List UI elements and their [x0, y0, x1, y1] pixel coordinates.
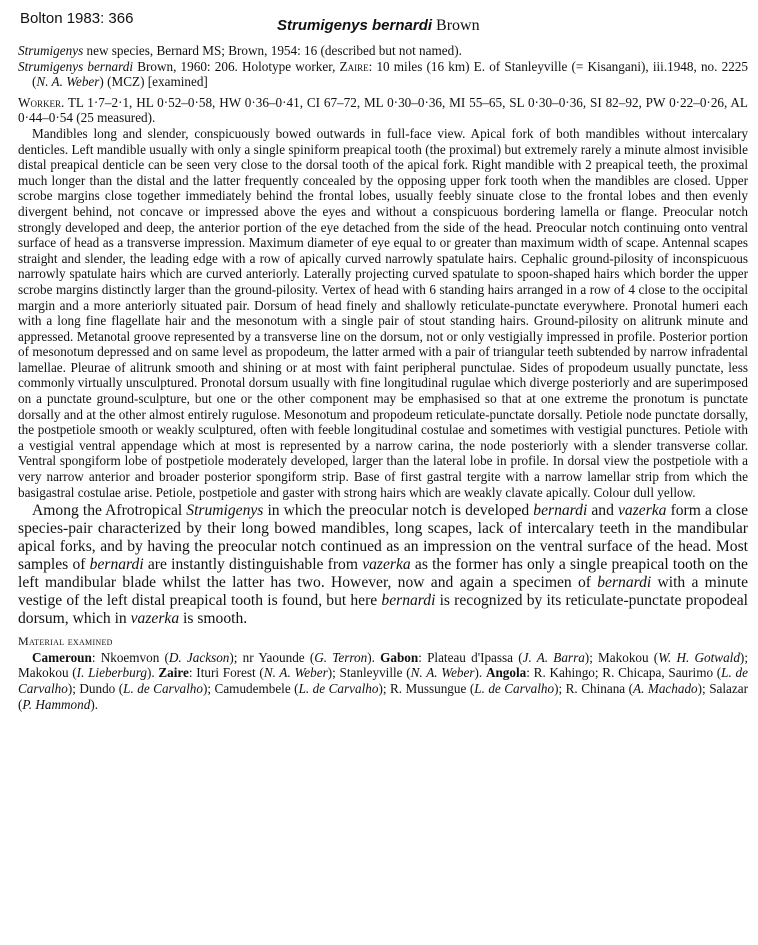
collector-name: L. de Carvalho: [474, 681, 555, 696]
collector-name: W. H. Gotwald: [658, 649, 740, 665]
discussion-text: Among the Afrotropical: [32, 502, 187, 520]
collector-name: L. de Carvalho: [298, 681, 379, 696]
country-name: Zaire: [158, 665, 189, 681]
locality-text: ); Camudembele (: [203, 681, 299, 696]
collector-name: L. de Carvalho: [18, 665, 748, 696]
locality-text: ); Dundo (: [67, 681, 124, 696]
collector-name: A. Machado: [633, 681, 698, 696]
synonymy-text: ) (MCZ) [examined]: [99, 74, 208, 90]
collector-name: G. Terron: [314, 649, 368, 665]
collector-name: L. de Carvalho: [123, 681, 203, 696]
locality-text: : Ituri Forest (: [188, 665, 264, 681]
collector-name: I. Lieberburg: [76, 665, 147, 681]
taxon-name: vazerka: [617, 502, 667, 520]
synonymy-text: : 10 miles (16 km) E. of Stanleyville (= Kisangani), iii.1948, no. 2225 (: [32, 58, 748, 90]
species-name: Strumigenys bernardi: [277, 17, 433, 34]
locality-text: ).: [474, 665, 486, 681]
discussion-text: as the former has only a single preapical tooth on the left mandibular blade whilst the latter has two. However, now and again a specimen of: [18, 556, 748, 592]
locality-text: ); nr Yaounde (: [229, 649, 315, 665]
worker-description: Mandibles long and slender, conspicuously bowed outwards in full-face view. Apical fork of both mandibles without intercalary denticles. Left mandible usually with only a single spiniform preapical tooth (the proximal) but extremely rarely a minute almost invisible distal preapical denticle can be seen very close to the dorsal tooth of the apical fork. Right mandible with 2 preapical teeth, the proximal much longer than the distal and the latter frequently concealed by the opposing upper fork tooth when the mandibles are closed. Upper scrobe margins close together immediately behind the frontal lobes, usually feebly sinuate close to the frontal lobes and then evenly divergent behind, not concave or impressed above the eyes and without a conspicuous bordering lamella or flange. Preocular notch strongly developed and deep, the anterior portion of the eye detached from the side of the head. Preocular notch continuing onto ventral surface of head as a transverse impression. Maximum diameter of eye equal to or greater than maximum width of scape. Antennal scapes straight and slender, the leading edge with a row of apically curved narrowly spatulate hairs. Cephalic ground-pilosity of inconspicuous narrowly spatulate hairs which are curved anteriorly. Laterally projecting curved spatulate to spoon-shaped hairs which border the upper scrobe margins distinctly larger than the ground-pilosity. Vertex of head with 6 standing hairs arranged in a row of 4 close to the occipital margin and a more anteriorly situated pair. Dorsum of head finely and shallowly reticulate-punctate everywhere. Pronotal humeri each with a long fine flagellate hair and the mesonotum with a single pair of stout standing hairs. Ground-pilosity on alitrunk minute and appressed. Metanotal groove represented by a transverse line on the dorsum, not or only vestigially impressed in profile. Posterior portion of mesonotum depressed and on same level as propodeum, the latter armed with a pair of triangular teeth subtended by narrow infradental lamellae. Pleurae of alitrunk smooth and shining or at most with faint peripheral punctulae. Sides of propodeum usually punctate, less commonly virtually unsculptured. Pronotal dorsum usually with fine longitudinal rugulae which diverge posteriorly and are superimposed on a punctate ground-sculpture, but one or the other component may be emphasised so that at one extreme the pronotum is punctate dorsally and at the other almost entirely rugulose. Mesonotum and propodeum reticulate-punctate dorsally. Petiole node punctate dorsally, the postpetiole smooth or weakly sculptured, often with feeble longitudinal costulae and sometimes with vestigial punctures. Petiole with a vestigial ventral appendage which at most is represented by a narrow carina, the node posteriorly with a slender transverse collar. Ventral spongiform lobe of postpetiole moderately developed, larger than the lateral lobe in profile. In dorsal view the postpetiole with a very narrow anterior and broader posterior spongiform strip. Base of first gastral tergite with a narrow lamellar strip from which the basigastral costulae arise. Petiole, postpetiole and gaster with strong hairs which are weakly clavate apically. Colour dull yellow.: [18, 125, 748, 500]
worker-label: Worker: [18, 94, 61, 110]
taxon-name: bernardi: [89, 556, 144, 574]
synonymy-entry-2: [18, 59, 748, 90]
material-heading: Material examined: [18, 634, 113, 649]
discussion-text: are instantly distinguishable from: [143, 556, 363, 574]
discussion-text: with a minute vestige of the left distal preapical tooth is found, but here: [18, 574, 748, 610]
discussion-text: and: [587, 502, 618, 520]
discussion-text: is smooth.: [179, 610, 248, 628]
locality-text: ); Stanleyville (: [327, 665, 411, 681]
locality-text: : Plateau d'Ipassa (: [418, 649, 523, 665]
locality-text: : Nkoemvon (: [91, 649, 169, 665]
discussion-paragraph: [18, 502, 748, 628]
country-name: Angola: [485, 665, 527, 681]
discussion-text: form a close species-pair characterized by their long bowed mandibles, long scapes, lack of intercalary teeth in the mandibular apical forks, and by having the preocular notch continued as an impression on the ventral surface of the head. Most samples of: [18, 502, 748, 574]
locality-text: ).: [367, 649, 381, 665]
synonymy-text: Brown, 1960: 206. Holotype worker,: [133, 58, 340, 74]
taxon-name: bernardi: [533, 502, 588, 520]
synonymy-text: new species, Bernard MS; Brown, 1954: 16 (described but not named).: [83, 43, 462, 58]
collector-name: D. Jackson: [168, 649, 230, 665]
material-list: [18, 650, 748, 712]
locality-text: ); R. Chinana (: [554, 681, 634, 696]
collector-name: N. A. Weber: [263, 665, 328, 681]
country-name: Cameroun: [32, 649, 92, 665]
worker-measurements: [18, 95, 748, 126]
locality-text: ); R. Mussungue (: [378, 681, 475, 696]
discussion-text: in which the preocular notch is developed: [263, 502, 534, 520]
locality-text: ).: [146, 665, 159, 681]
taxon-name: vazerka: [362, 556, 411, 574]
locality-text: ); Makokou (: [18, 649, 748, 681]
taxon-name: Strumigenys: [186, 502, 264, 520]
locality-text: : R. Kahingo; R. Chicapa, Saurimo (: [526, 665, 722, 681]
locality-text: ); Makokou (: [584, 649, 659, 665]
taxon-name: bernardi: [597, 574, 652, 592]
collector-name: N. A. Weber: [36, 74, 100, 90]
discussion-text: is recognized by its reticulate-punctate propodeal dorsum, which in: [18, 592, 748, 628]
measurements-text: . TL 1·7–2·1, HL 0·52–0·58, HW 0·36–0·41, CI 67–72, ML 0·30–0·36, MI 55–65, SL 0·30–0·36, SI 82–92, PW 0·22–0·26, AL 0·44–0·54 (25 measured).: [18, 94, 748, 126]
synonymy-genus: Strumigenys: [18, 43, 84, 58]
country-name: Gabon: [380, 649, 419, 665]
species-author: Brown: [436, 17, 480, 34]
taxon-name: vazerka: [130, 610, 180, 628]
locality-text: ); Salazar (: [18, 681, 748, 712]
locality-text: ).: [90, 696, 99, 712]
collector-name: N. A. Weber: [410, 665, 475, 681]
collector-name: J. A. Barra: [522, 649, 585, 665]
species-title: [277, 17, 480, 35]
page-reference: Bolton 1983: 366: [20, 10, 134, 27]
taxon-name: bernardi: [381, 592, 436, 610]
synonymy-entry-1: [18, 43, 748, 59]
type-country: Zaire: [339, 58, 369, 74]
collector-name: P. Hammond: [22, 696, 91, 712]
document-body: [18, 43, 748, 712]
synonymy-species: Strumigenys bernardi: [18, 58, 134, 74]
